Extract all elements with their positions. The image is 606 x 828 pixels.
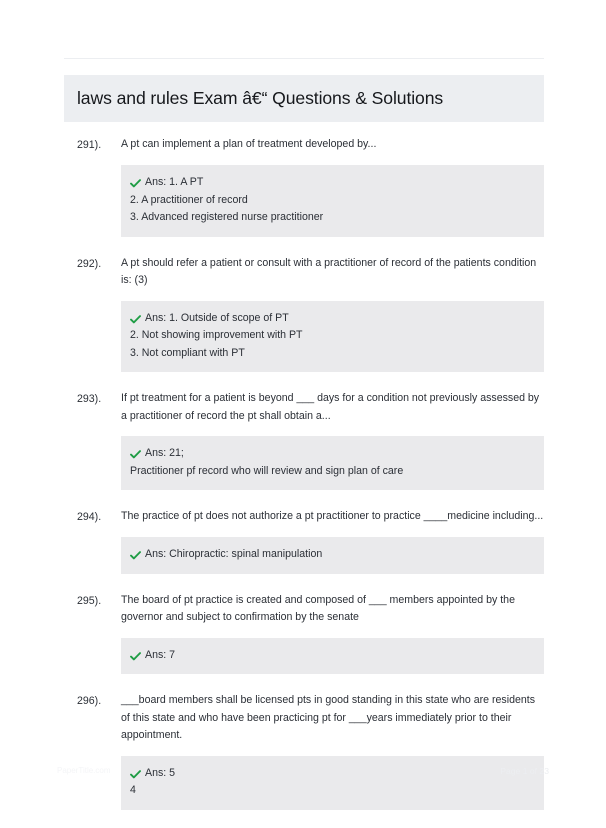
answer-box [121,638,544,675]
answer-line: 2. A practitioner of record [130,193,248,206]
question-text: A pt can implement a plan of treatment developed by... [121,138,377,150]
answer-box [121,537,544,574]
question-number: 296). [77,695,102,707]
answer-line: 3. Not compliant with PT [130,346,245,359]
answer-line-text: Ans: 1. Outside of scope of PT [145,311,289,324]
question-block [0,255,606,373]
document-title-band [64,75,544,122]
block-spacer [0,674,606,692]
question-block [0,592,606,675]
answer-line: 2. Not showing improvement with PT [130,329,303,341]
question-number: 295). [77,594,102,607]
question-number: 294). [77,511,102,523]
green-check-icon [130,174,142,192]
question-block [0,136,606,237]
answer-box [121,301,544,373]
answer-line-text: Ans: 5 [145,766,176,779]
answer-line-text: Ans: 1. A PT [145,176,204,188]
answer-line-text: Ans: 21; [145,447,184,459]
question-number: 292). [77,257,102,270]
page-footer [0,755,606,800]
answer-line-primary [130,546,532,564]
header-divider [64,58,544,59]
green-check-icon [130,310,142,328]
question-row [0,692,606,745]
question-text: The practice of pt does not authorize a pt practitioner to practice ____medicine including... [121,510,544,522]
footer-page-indicator: Page 1 of 23 [500,766,549,776]
question-text: The board of pt practice is created and composed of ___ members appointed by the governor and subject to confirmation by the senate [121,593,515,623]
block-spacer [0,810,606,828]
question-row [0,255,606,290]
answer-line: Practitioner pf record who will review and sign plan of care [130,464,404,477]
question-row [0,508,606,526]
green-check-icon [130,445,142,463]
question-row [0,390,606,425]
block-spacer [0,237,606,255]
green-check-icon [130,546,142,564]
question-number: 291). [77,139,102,151]
answer-line: 4 [130,784,136,796]
answer-line-primary [130,445,532,463]
block-spacer [0,372,606,390]
green-check-icon [130,647,142,665]
footer-watermark: PaperTitle.com [57,766,111,775]
question-row [0,136,606,154]
questions-list [0,136,606,828]
question-text: A pt should refer a patient or consult with a practitioner of record of the patients condition is: (3) [121,256,537,286]
answer-box [121,436,544,490]
block-spacer [0,574,606,592]
answer-box [121,165,544,237]
answer-line-primary [130,310,532,328]
question-text: ___board members shall be licensed pts in good standing in this state who are residents of this state and who have been practicing pt for ___years immediately prior to their appointment. [121,694,535,741]
question-text: If pt treatment for a patient is beyond ___ days for a condition not previously assessed by a practitioner of record the pt shall obtain a... [121,392,540,422]
page-title: laws and rules Exam â€“ Questions & Solutions [77,87,444,108]
block-spacer [0,490,606,508]
answer-line-primary [130,647,532,665]
question-block [0,390,606,490]
question-number: 293). [77,393,102,405]
answer-line-text: Ans: 7 [145,648,176,661]
question-block [0,508,606,574]
question-row [0,592,606,627]
answer-line: 3. Advanced registered nurse practitioner [130,211,324,223]
answer-line-primary [130,174,532,192]
answer-line-text: Ans: Chiropractic: spinal manipulation [145,548,323,560]
